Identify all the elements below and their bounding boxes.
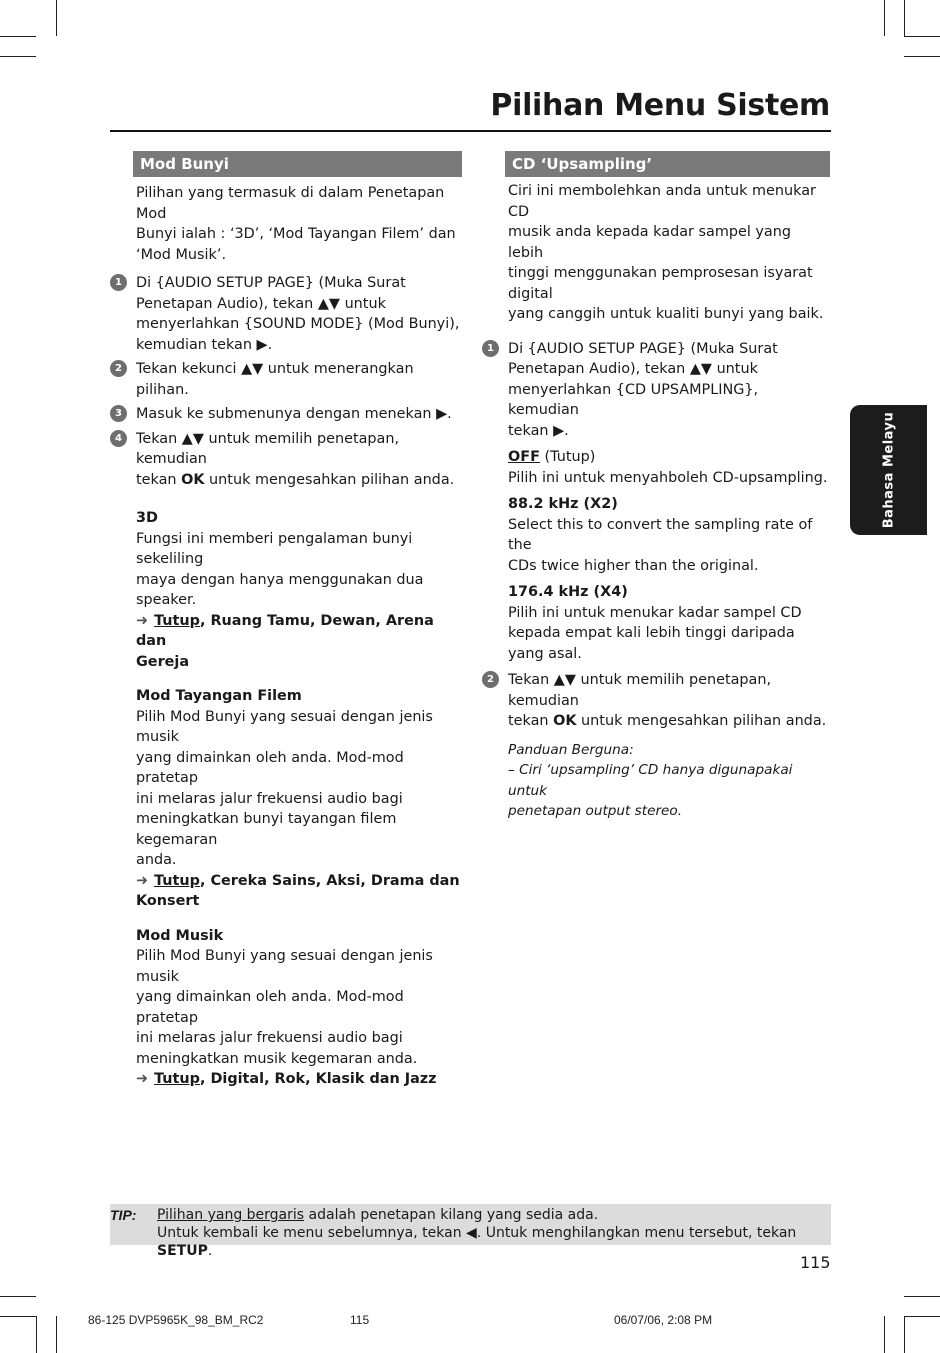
option-name: 88.2 kHz (X2) xyxy=(508,496,618,512)
text-line: anda. xyxy=(136,852,177,868)
text-line: Pilih Mod Bunyi yang sesuai dengan jenis musik xyxy=(136,708,433,745)
text-line: musik anda kepada kadar sampel yang lebih xyxy=(508,224,791,261)
crop-mark xyxy=(884,0,885,36)
text-line: penetapan output stereo. xyxy=(508,803,683,819)
crop-mark xyxy=(36,1316,37,1353)
text-line: menyerlahkan {SOUND MODE} (Mod Bunyi), xyxy=(136,316,460,332)
setup-key-label: SETUP xyxy=(157,1243,208,1259)
text-line: Penetapan Audio), tekan ▲▼ untuk xyxy=(508,361,758,377)
section-heading: Mod Bunyi xyxy=(133,151,462,177)
default-option: Tutup xyxy=(154,872,200,889)
text-line: Fungsi ini memberi pengalaman bunyi sekeliling xyxy=(136,530,413,567)
step-item xyxy=(482,339,830,442)
step-item xyxy=(110,404,462,425)
arrow-right-icon: ➜ xyxy=(136,872,149,889)
footer-date: 06/07/06, 2:08 PM xyxy=(614,1313,713,1327)
text-line xyxy=(508,711,830,732)
text-line: Tekan kekunci ▲▼ untuk menerangkan pilihan. xyxy=(136,361,414,398)
default-option: Tutup xyxy=(154,612,200,629)
tip-label: TIP: xyxy=(110,1207,137,1223)
text-line: tekan ▶. xyxy=(508,422,569,439)
tip-line xyxy=(157,1206,831,1224)
text-line: – Ciri ‘upsampling’ CD hanya digunapakai untuk xyxy=(508,762,793,799)
text-span: tekan xyxy=(508,713,554,729)
text-line: Select this to convert the sampling rate of the xyxy=(508,516,813,553)
text-line: kemudian tekan ▶. xyxy=(136,336,273,353)
crop-mark xyxy=(904,1316,905,1353)
text-line: Pilih ini untuk menukar kadar sampel CD xyxy=(508,604,802,621)
helpful-note xyxy=(508,740,830,822)
text-span: Untuk kembali ke menu sebelumnya, tekan ◀. Untuk menghilangkan menu tersebut, tekan xyxy=(157,1225,797,1241)
text-span: , Digital, Rok, Klasik dan Jazz xyxy=(199,1071,437,1087)
text-line: yang canggih untuk kualiti bunyi yang baik. xyxy=(508,306,824,322)
mode-options-line xyxy=(136,611,462,652)
mode-options-line xyxy=(136,1069,462,1090)
text-line: ‘Mod Musik’. xyxy=(136,246,227,263)
step-number-badge: 1 xyxy=(110,274,127,291)
text-line: Pilih Mod Bunyi yang sesuai dengan jenis musik xyxy=(136,948,433,985)
mode-options-line xyxy=(136,871,462,892)
step-item xyxy=(482,670,830,732)
text-line: ini melaras jalur frekuensi audio bagi xyxy=(136,1030,403,1046)
step-number-badge: 2 xyxy=(110,360,127,377)
title-divider xyxy=(110,130,831,132)
mode-block-3d xyxy=(136,508,462,672)
text-line xyxy=(136,470,462,491)
tip-box xyxy=(110,1204,831,1259)
crop-mark xyxy=(0,1296,36,1297)
option-off xyxy=(508,447,830,488)
crop-mark xyxy=(904,1316,940,1317)
text-span: untuk mengesahkan pilihan anda. xyxy=(204,471,455,488)
text-line: Pilih ini untuk menyahboleh CD-upsampling. xyxy=(508,469,828,486)
step-item xyxy=(110,273,462,355)
text-line: Pilihan yang termasuk di dalam Penetapan Mod xyxy=(136,185,445,222)
text-span: , Cereka Sains, Aksi, Drama dan xyxy=(199,872,460,889)
crop-mark xyxy=(904,36,940,37)
text-line: Tekan ▲▼ untuk memilih penetapan, kemudian xyxy=(508,672,772,709)
text-span: . xyxy=(207,1243,213,1259)
footer-page: 115 xyxy=(350,1313,370,1327)
sound-mode-section xyxy=(110,151,462,1090)
text-line: Masuk ke submenunya dengan menekan ▶. xyxy=(136,406,452,422)
text-span: , Ruang Tamu, Dewan, Arena dan xyxy=(136,612,434,649)
mode-block-music xyxy=(136,926,462,1090)
note-title: Panduan Berguna: xyxy=(508,741,634,758)
option-name: 176.4 kHz (X4) xyxy=(508,584,628,600)
mode-block-movie xyxy=(136,686,462,912)
text-line: maya dengan hanya menggunakan dua speaker. xyxy=(136,571,424,608)
step-item xyxy=(110,429,462,491)
text-line: Tekan ▲▼ untuk memilih penetapan, kemudian xyxy=(136,430,400,467)
language-side-tab xyxy=(850,405,927,535)
text-line: CDs twice higher than the original. xyxy=(508,557,759,574)
arrow-right-icon: ➜ xyxy=(136,612,149,629)
text-line: menyerlahkan {CD UPSAMPLING}, kemudian xyxy=(508,381,759,418)
text-line: yang dimainkan oleh anda. Mod-mod pratetap xyxy=(136,749,404,786)
text-line: Ciri ini membolehkan anda untuk menukar CD xyxy=(508,183,816,220)
footer-file: 86-125 DVP5965K_98_BM_RC2 xyxy=(88,1313,264,1327)
option-title xyxy=(508,447,830,468)
mode-title: 3D xyxy=(136,510,158,526)
text-line: kepada empat kali lebih tinggi daripada yang asal. xyxy=(508,625,795,662)
text-line: meningkatkan musik kegemaran anda. xyxy=(136,1050,418,1067)
crop-mark xyxy=(56,0,57,36)
step-number-badge: 3 xyxy=(110,405,127,422)
text-line: Gereja xyxy=(136,653,190,670)
mode-title: Mod Musik xyxy=(136,927,224,944)
text-line: Bunyi ialah : ‘3D’, ‘Mod Tayangan Filem’ dan xyxy=(136,226,456,242)
crop-mark xyxy=(904,0,905,36)
step-number-badge: 1 xyxy=(482,340,499,357)
text-line: tinggi menggunakan pemprosesan isyarat digital xyxy=(508,265,813,302)
crop-mark xyxy=(904,1296,940,1297)
text-line: Penetapan Audio), tekan ▲▼ untuk xyxy=(136,295,386,312)
option-x4 xyxy=(508,582,830,664)
cd-upsampling-section xyxy=(482,151,830,822)
crop-mark xyxy=(884,1316,885,1353)
text-span: (Tutup) xyxy=(539,449,596,465)
default-option: Tutup xyxy=(154,1071,200,1087)
text-line: Di {AUDIO SETUP PAGE} (Muka Surat xyxy=(136,275,406,291)
page-title: Pilihan Menu Sistem xyxy=(490,88,830,123)
text-line: yang dimainkan oleh anda. Mod-mod pratetap xyxy=(136,989,404,1026)
option-x2 xyxy=(508,494,830,576)
crop-mark xyxy=(0,56,36,57)
text-span: untuk mengesahkan pilihan anda. xyxy=(576,713,827,729)
crop-mark xyxy=(56,1316,57,1353)
page-number: 115 xyxy=(800,1253,831,1272)
step-number-badge: 4 xyxy=(110,430,127,447)
section-intro xyxy=(136,183,462,265)
step-number-badge: 2 xyxy=(482,671,499,688)
arrow-right-icon: ➜ xyxy=(136,1071,149,1087)
section-heading: CD ‘Upsampling’ xyxy=(505,151,830,177)
crop-mark xyxy=(904,56,940,57)
text-line: meningkatkan bunyi tayangan filem kegemaran xyxy=(136,811,397,848)
ok-key-label: OK xyxy=(553,713,577,729)
side-tab-label: Bahasa Melayu xyxy=(881,411,896,529)
crop-mark xyxy=(0,36,36,37)
text-span: tekan xyxy=(136,471,182,488)
text-line: ini melaras jalur frekuensi audio bagi xyxy=(136,790,403,807)
tip-line xyxy=(157,1224,831,1260)
crop-mark xyxy=(0,1316,36,1317)
section-intro xyxy=(508,181,830,325)
mode-title: Mod Tayangan Filem xyxy=(136,688,302,704)
text-span: adalah penetapan kilang yang sedia ada. xyxy=(304,1207,599,1223)
tip-text xyxy=(157,1206,831,1260)
text-line: Konsert xyxy=(136,893,200,909)
option-name: OFF xyxy=(508,449,540,465)
text-span: Pilihan yang bergaris xyxy=(157,1207,305,1223)
text-line: Di {AUDIO SETUP PAGE} (Muka Surat xyxy=(508,340,778,357)
step-item xyxy=(110,359,462,400)
ok-key-label: OK xyxy=(181,471,205,488)
